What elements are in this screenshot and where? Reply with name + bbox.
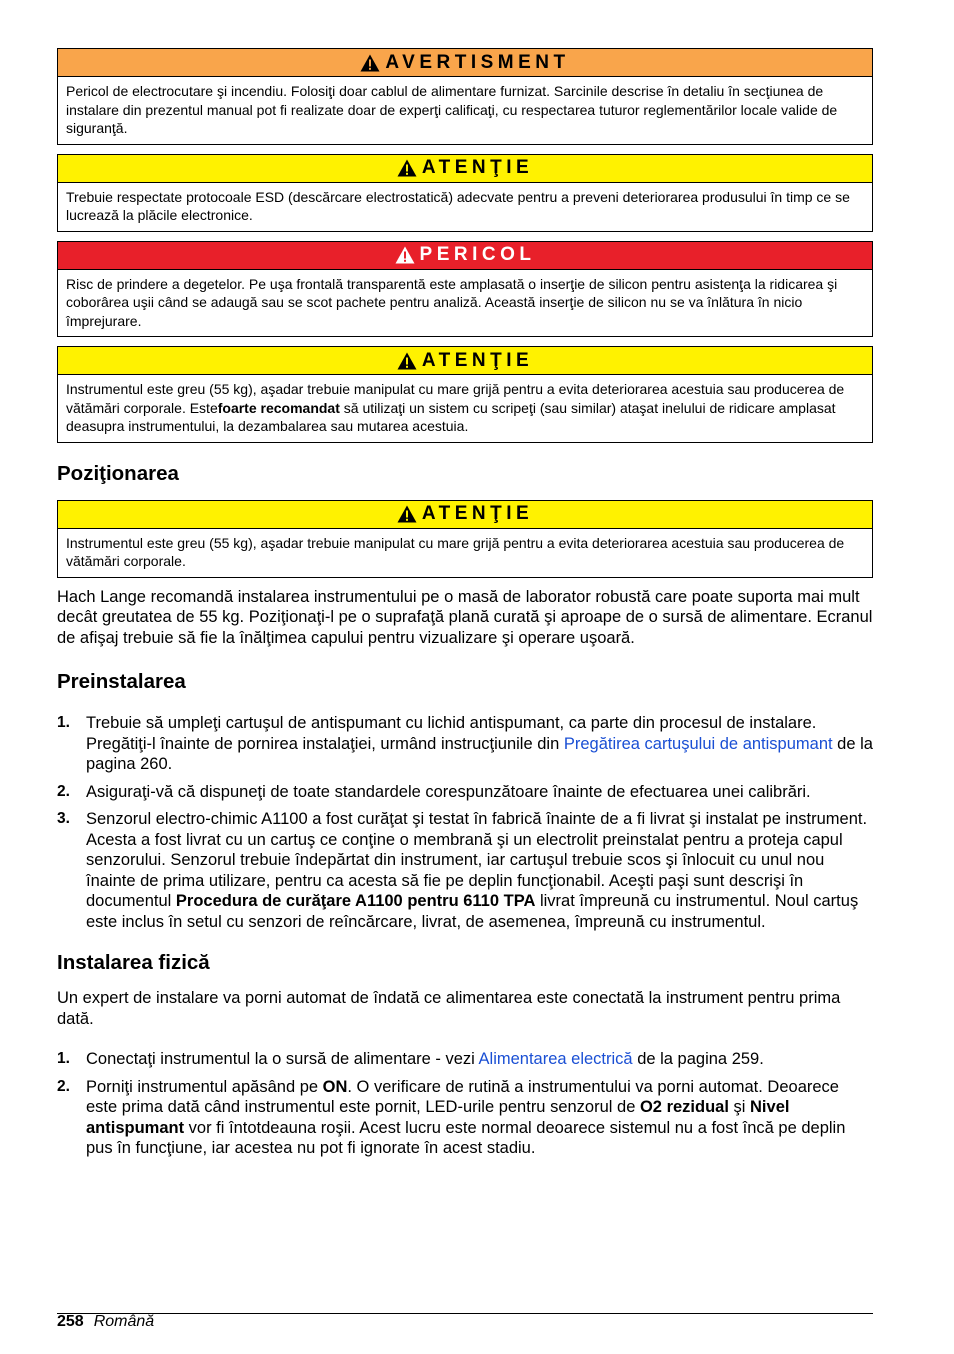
danger-header bbox=[58, 242, 872, 270]
section-heading-physical: Instalarea fizică bbox=[57, 951, 210, 974]
caution-title: ATENŢIE bbox=[421, 503, 534, 524]
caution-esd-notice bbox=[57, 154, 873, 232]
page-content bbox=[57, 48, 873, 1159]
caution-title: ATENŢIE bbox=[421, 349, 534, 371]
physical-steps bbox=[57, 1049, 873, 1159]
text-run: Conectaţi instrumentul la o sursă de alimentare - vezi bbox=[86, 1050, 479, 1068]
caution-positioning-notice bbox=[57, 500, 873, 578]
list-item bbox=[57, 782, 873, 803]
warning-notice bbox=[57, 48, 873, 145]
danger-title: PERICOL bbox=[419, 244, 536, 265]
warning-text: Pericol de electrocutare şi incendiu. Folosiţi doar cablul de alimentare furnizat. Sarcinile descrise în detaliu în secţiunea de instalare din prezentul manual pot fi realizate doar de experţi calificaţi, cu respectarea tuturor reglementărilor locale valide de siguranţă. bbox=[66, 83, 838, 136]
bold-text: Procedura de curăţare A1100 pentru 6110 TPA bbox=[175, 892, 536, 910]
caution-esd-text: Trebuie respectate protocoale ESD (descărcare electrostatică) adecvate pentru a preveni deteriorarea produsului în timp ce se lucrează la plăcile electronice. bbox=[66, 188, 850, 223]
warning-triangle-icon bbox=[397, 352, 417, 370]
bold-text: foarte recomandat bbox=[217, 399, 340, 416]
danger-text: Risc de prindere a degetelor. Pe uşa frontală transparentă este amplasată o inserţie de silicon pentru asistenţa la ridicarea şi coborârea uşii când se adaugă sau se scot pachete pentru analiză. Această inserţie de silicon nu se va înlătura în nicio împrejurare. bbox=[66, 275, 838, 329]
caution-weight-notice bbox=[57, 346, 873, 443]
link-antifoam-cartridge[interactable]: Pregătirea cartuşului de antispumant bbox=[563, 734, 833, 753]
footer-language: Română bbox=[93, 1313, 155, 1330]
step-number: 1. bbox=[57, 714, 70, 731]
step-number: 1. bbox=[57, 1050, 70, 1067]
text-run: de la pagina 259. bbox=[632, 1050, 764, 1068]
text-run: . O verificare de rutină a instrumentului va porni automat. Deoarece este prima dată când instrumentul este pornit, LED-urile pentru senzorul de bbox=[86, 1077, 839, 1116]
text-run: să utilizaţi un sistem cu scripeţi (sau similar) ataşat inelului de ridicare amplasat deasupra instrumentului, la dezambalarea sau mutarea acestuia. bbox=[66, 399, 836, 434]
text-run: Porniţi instrumentul apăsând pe bbox=[86, 1077, 323, 1096]
text-run: livrat împreună cu instrumentul. Noul cartuş este inclus în setul cu senzori de reîncărcare, livrat, de asemenea, împreună cu instrumentul. bbox=[86, 892, 859, 931]
physical-intro: Un expert de instalare va porni automat de îndată ce alimentarea este conectată la instrument pentru prima dată. bbox=[57, 989, 841, 1028]
text-run: şi bbox=[728, 1098, 751, 1116]
section-heading-positioning: Poziţionarea bbox=[57, 461, 179, 485]
caution-header bbox=[58, 155, 872, 183]
step-number: 2. bbox=[57, 1077, 70, 1095]
warning-triangle-icon bbox=[395, 246, 415, 264]
caution-weight-text bbox=[58, 375, 872, 442]
bold-text: ON bbox=[322, 1077, 348, 1096]
text-run: Instrumentul este greu (55 kg), aşadar trebuie manipulat cu mare grijă pentru a evita deteriorarea acestuia sau producerea de vătămări corporale. Este bbox=[66, 381, 845, 416]
section-heading-preinstall: Preinstalarea bbox=[57, 670, 186, 693]
page-footer bbox=[57, 1312, 154, 1332]
list-item bbox=[57, 1049, 873, 1070]
positioning-paragraph: Hach Lange recomandă instalarea instrumentului pe o masă de laborator robustă care poate suporta mai mult decât greutatea de 55 kg. Poziţionaţi-l pe o suprafaţă plană curată şi aproape de o sursă de alimentare. Ecranul de afişaj trebuie să fie la înălţimea capului pentru vizualizare şi operare uşoară. bbox=[57, 587, 873, 647]
warning-triangle-icon bbox=[360, 54, 380, 72]
link-power-supply[interactable]: Alimentarea electrică bbox=[478, 1050, 633, 1068]
step-number: 2. bbox=[57, 782, 70, 800]
caution-positioning-text: Instrumentul este greu (55 kg), aşadar trebuie manipulat cu mare grijă pentru a evita deteriorarea acestuia sau producerea de vătămări corporale. bbox=[66, 534, 845, 569]
bold-text: O2 rezidual bbox=[639, 1098, 729, 1116]
warning-title: AVERTISMENT bbox=[385, 51, 570, 73]
list-item bbox=[57, 713, 873, 775]
list-item bbox=[57, 809, 873, 932]
footer-divider bbox=[57, 1313, 873, 1314]
text-run: Trebuie să umpleţi cartuşul de antispumant cu lichid antispumant, ca parte din procesul de instalare. Pregătiţi-l înainte de pornirea instalaţiei, urmând instrucţiunile din bbox=[86, 714, 817, 753]
preinstall-steps bbox=[57, 713, 873, 932]
text-run: vor fi întotdeauna roşii. Acest lucru este normal deoarece sistemul nu a fost încă pe deplin pus în funcţiune, iar acestea nu pot fi ignorate în acest stadiu. bbox=[86, 1118, 846, 1157]
list-item bbox=[57, 1077, 873, 1159]
caution-header bbox=[58, 347, 872, 375]
text-run: Asiguraţi-vă că dispuneţi de toate standardele corespunzătoare înainte de efectuarea unei calibrări. bbox=[86, 782, 811, 801]
caution-title: ATENŢIE bbox=[421, 157, 534, 178]
text-run: de la pagina 260. bbox=[86, 734, 873, 773]
warning-triangle-icon bbox=[397, 505, 417, 523]
bold-text: Nivel antispumant bbox=[86, 1098, 790, 1137]
caution-header bbox=[58, 501, 872, 529]
page-number: 258 bbox=[57, 1313, 84, 1330]
warning-header bbox=[58, 49, 872, 77]
step-number: 3. bbox=[57, 810, 70, 827]
danger-notice bbox=[57, 241, 873, 338]
warning-triangle-icon bbox=[397, 159, 417, 177]
text-run: Senzorul electro-chimic A1100 a fost curăţat şi testat în fabrică înainte de a fi livrat şi instalat pe instrument. Acesta a fost livrat cu un cartuş ce conţine o membrană şi un electrolit preinstalat pentru a proteja capul senzorului. Senzorul trebuie îndepărtat din instrument, iar cartuşul trebuie scos şi înlocuit cu unul nou înainte de prima utilizare, pentru ca acesta să fie pe deplin funcţionabil. Aceşti paşi sunt descrişi în documentul bbox=[86, 810, 868, 910]
